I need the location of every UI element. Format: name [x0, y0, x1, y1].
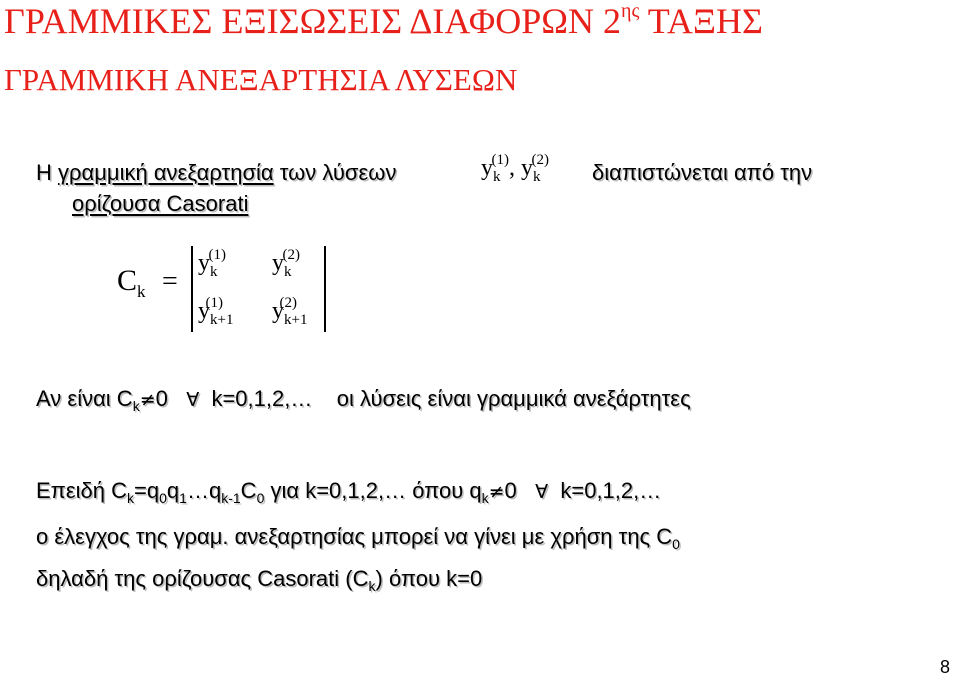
determinant-right-bar — [324, 246, 326, 332]
forall-symbol: ∀ — [186, 389, 200, 411]
check-statement: ο έλεγχος της γραμ. ανεξαρτησίας μπορεί να γίνει με χρήση της $C_0$ — [36, 524, 680, 552]
det-cell-21: $y_{k+1}^{(1)}$ — [198, 295, 234, 328]
determinant-left-bar — [191, 246, 193, 332]
det-cell-11: $y_k^{(1)}$ — [198, 247, 226, 280]
page-number: 8 — [939, 657, 950, 677]
equals-sign: = — [162, 266, 178, 297]
linear-independence-link[interactable]: γραμμική ανεξαρτησία — [58, 160, 274, 185]
forall-symbol: ∀ — [535, 481, 549, 503]
intro-text-end: διαπιστώνεται από την — [592, 160, 813, 185]
slide-title: ΓΡΑΜΜΙΚΕΣ ΕΞΙΣΩΣΕΙΣ ΔΙΑΦΟΡΩΝ $2^{\eta\varsigma}$ ΤΑΞΗΣ — [4, 0, 763, 41]
independence-condition: Αν είναι $C_k\ne 0$ ∀ k=0,1,2,… οι λύσεις είναι γραμμικά ανεξάρτητες — [36, 386, 691, 414]
casorati-symbol: $C_k$ — [117, 264, 146, 301]
since-statement: Επειδή $C_k=q_0q_1\dots q_{k-1}C_0$ για k=0,1,2,… όπου $q_k\ne 0$ ∀ k=0,1,2,… — [36, 478, 662, 506]
namely-statement: δηλαδή της ορίζουσας Casorati $(C_k)$ όπου k=0 — [36, 566, 483, 594]
slide-subtitle: ΓΡΑΜΜΙΚΗ ΑΝΕΞΑΡΤΗΣΙΑ ΛΥΣΕΩΝ — [4, 62, 518, 97]
det-cell-22: $y_{k+1}^{(2)}$ — [272, 295, 308, 328]
intro-text: Η γραμμική ανεξαρτησία των λύσεων — [36, 160, 397, 185]
det-cell-12: $y_k^{(2)}$ — [272, 247, 300, 280]
casorati-link[interactable]: ορίζουσα Casorati — [72, 191, 249, 216]
solutions-math: $y_k^{(1)}$, $y_k^{(2)}$ — [481, 152, 549, 185]
